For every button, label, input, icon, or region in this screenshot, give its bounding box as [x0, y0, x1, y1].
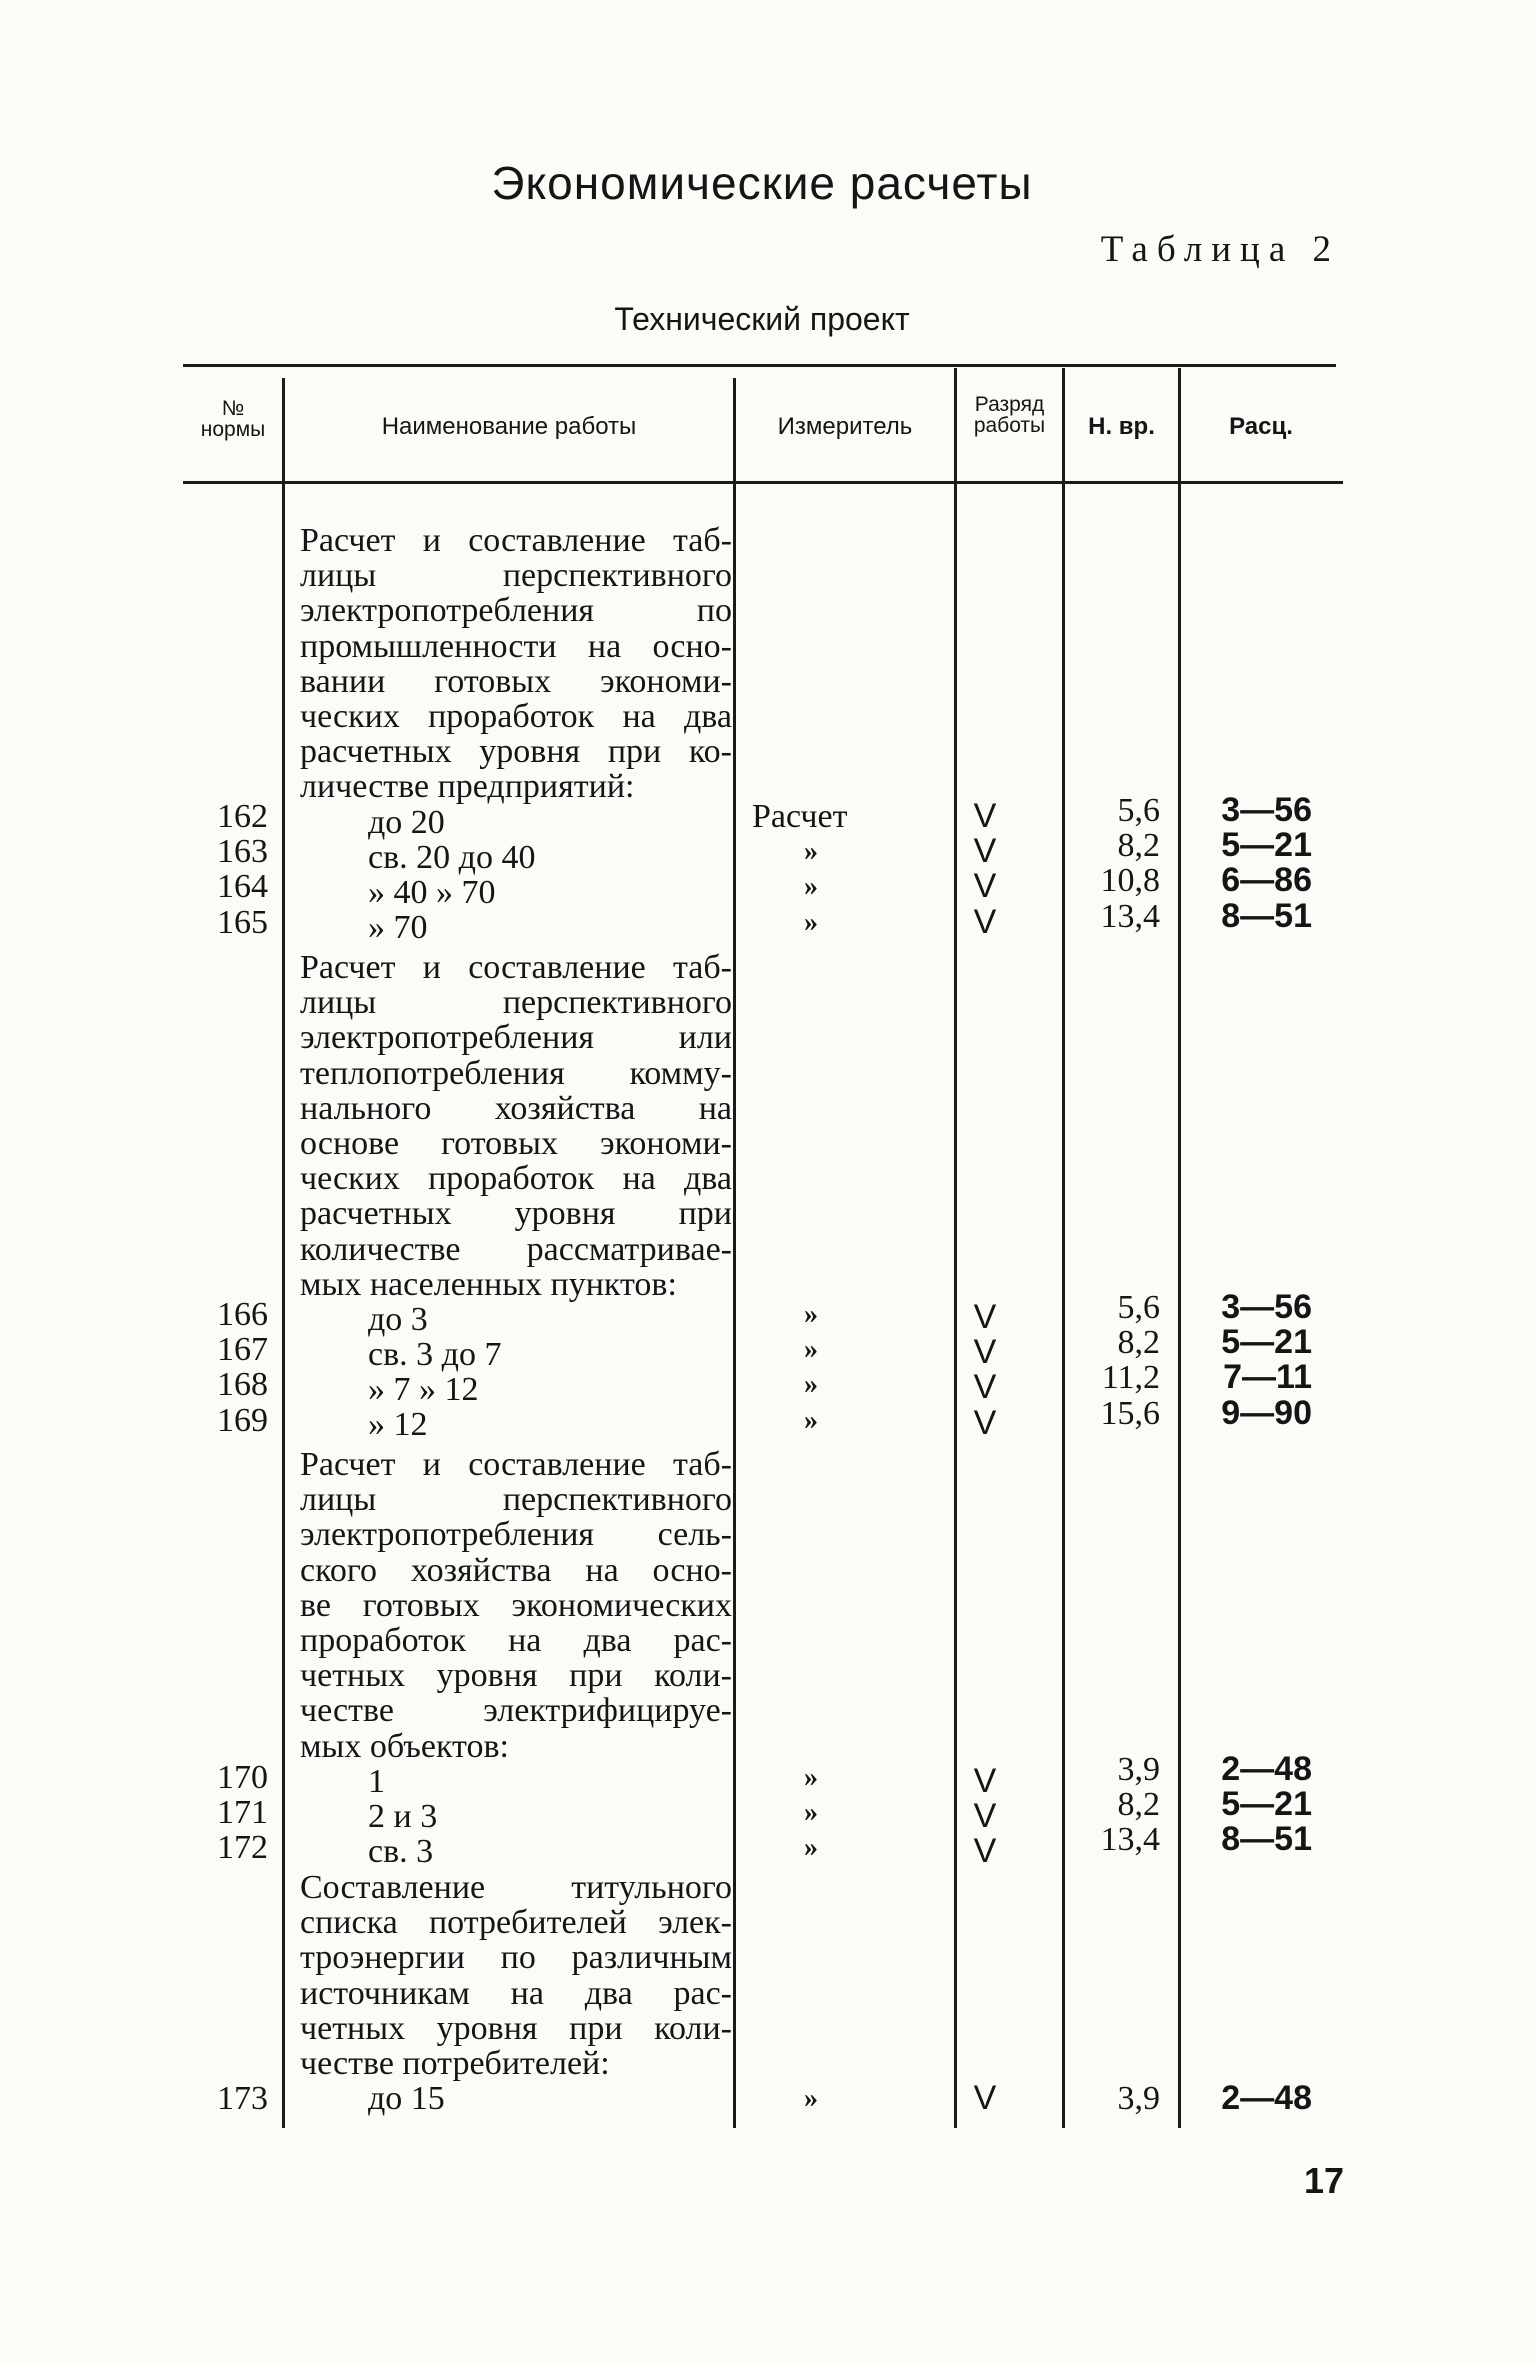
price-cell: 9—90 [1221, 1393, 1312, 1432]
norm-number: 169 [217, 1401, 268, 1439]
row-label: 1 [368, 1762, 385, 1800]
page-number: 17 [1304, 2160, 1345, 2201]
measure-cell: » [804, 1404, 818, 1436]
norm-number: 172 [217, 1829, 268, 1867]
price-cell: 6—86 [1221, 861, 1312, 900]
hours-cell: 11,2 [1101, 1359, 1160, 1397]
measure-cell: » [804, 836, 818, 868]
header-price: Расц. [1229, 413, 1293, 440]
section-3-measure [752, 1760, 892, 1866]
norm-number: 167 [217, 1331, 268, 1369]
measure-cell: » [804, 1369, 818, 1401]
section-2-numbers [206, 1297, 268, 1438]
section-2-measure [752, 1297, 892, 1438]
norm-number: 170 [217, 1759, 268, 1796]
section-2-description: Расчет и составление таб- лицы перспективного электропотребления или теплопотребления комму- нального хозяйства на основе готовых экономи- ческих проработок на два расчетных уровня при количестве рассматривае- мых населенных пунктов: до 3 св. 3 до 7 » 7 » 12 » 12 [300, 949, 732, 1444]
norm-number: 163 [217, 833, 268, 871]
measure-cell: » [804, 1762, 818, 1793]
norm-number: 173 [217, 2080, 268, 2117]
norm-number: 168 [217, 1366, 268, 1404]
norm-number: 164 [217, 868, 268, 906]
norm-number: 162 [217, 798, 268, 835]
section-3-price [1200, 1752, 1312, 1858]
hours-cell: 15,6 [1100, 1394, 1160, 1432]
measure-cell: » [804, 906, 818, 938]
row-label: » 70 [368, 909, 428, 947]
price-cell: 5—21 [1221, 1785, 1312, 1824]
section-1-numbers [206, 799, 268, 940]
section-3-description: Расчет и составление таб- лицы перспективного электропотребления сель- ского хозяйства на осно- ве готовых экономических проработок на два рас- четных уровня при коли- честве электрифицируе- мых объектов: 1 2 и 3 св. 3 [300, 1446, 732, 1871]
grade-cell: V [973, 2079, 997, 2117]
row-label: св. 20 до 40 [368, 838, 536, 876]
row-label: до 15 [368, 2080, 445, 2118]
section-1-price [1200, 793, 1312, 934]
col-divider-3 [954, 368, 957, 2128]
measure-cell: » [804, 1334, 818, 1366]
hours-cell: 3,9 [1117, 2080, 1160, 2117]
measure-cell: » [804, 1797, 818, 1829]
hours-cell: 5,6 [1117, 1289, 1160, 1326]
section-2-price [1200, 1290, 1312, 1431]
header-top-rule [183, 364, 1336, 367]
measure-cell: » [804, 1832, 818, 1864]
row-label: св. 3 [368, 1833, 434, 1871]
col-divider-4 [1062, 368, 1065, 2128]
section-1-grade [960, 799, 1010, 940]
price-cell: 3—56 [1221, 791, 1312, 829]
col-divider-1 [282, 378, 285, 2128]
grade-cell: V [973, 1298, 997, 1336]
hours-cell: 8,2 [1117, 1324, 1160, 1362]
grade-cell: V [973, 867, 997, 906]
section-4-description: Составление титульного списка потребителей элек- троэнергии по различным источникам на два рас- четных уровня при коли- честве потребителей: до 15 [300, 1869, 732, 2118]
grade-cell: V [973, 1762, 997, 1800]
hours-cell: 13,4 [1100, 897, 1160, 935]
price-cell: 5—21 [1221, 1323, 1312, 1362]
hours-cell: 5,6 [1117, 792, 1160, 829]
section-1-hours [1070, 793, 1160, 934]
row-label: » 7 » 12 [368, 1371, 479, 1409]
price-cell: 2—48 [1221, 2079, 1312, 2117]
norm-number: 166 [217, 1296, 268, 1333]
section-4-grade [960, 2081, 1010, 2116]
table-subtitle: Технический проект [614, 301, 910, 337]
header-measure: Измеритель [777, 413, 913, 440]
hours-cell: 13,4 [1100, 1821, 1160, 1859]
grade-cell: V [973, 1333, 997, 1372]
row-label: » 12 [368, 1406, 428, 1444]
col-divider-2 [733, 378, 736, 2128]
row-label: до 20 [368, 803, 445, 841]
price-cell: 3—56 [1221, 1288, 1312, 1326]
header-number: № нормы [200, 397, 266, 441]
section-3-grade [960, 1764, 1010, 1870]
section-4-hours [1070, 2081, 1160, 2116]
hours-cell: 3,9 [1117, 1751, 1160, 1788]
row-label: св. 3 до 7 [368, 1336, 502, 1374]
price-cell: 8—51 [1221, 896, 1312, 935]
norm-number: 171 [217, 1794, 268, 1832]
row-label: » 40 » 70 [368, 873, 496, 911]
grade-cell: V [973, 1368, 997, 1407]
measure-cell: » [804, 871, 818, 903]
measure-cell: Расчет [752, 798, 848, 835]
hours-cell: 10,8 [1100, 862, 1160, 900]
header-grade: Разряд работы [973, 393, 1046, 437]
hours-cell: 8,2 [1117, 1786, 1160, 1824]
section-3-hours [1070, 1752, 1160, 1858]
grade-cell: V [973, 797, 997, 835]
row-label: 2 и 3 [368, 1797, 438, 1835]
section-1-description: Расчет и составление таб- лицы перспективного электропотребления по промышленности на осно- вании готовых экономи- ческих проработок на два расчетных уровня при ко- личестве предприятий: до 20 св. 20 до 40 » 40 » 70 » 70 [300, 522, 732, 947]
section-4-measure [752, 2081, 892, 2116]
row-label: до 3 [368, 1300, 428, 1338]
grade-cell: V [973, 1797, 997, 1836]
section-1-measure [752, 799, 892, 940]
price-cell: 7—11 [1223, 1358, 1312, 1397]
norm-number: 165 [217, 903, 268, 941]
section-2-grade [960, 1300, 1010, 1441]
measure-cell: » [804, 1299, 818, 1330]
price-cell: 5—21 [1221, 826, 1312, 865]
header-bottom-rule [183, 481, 1343, 484]
header-hours: Н. вр. [1088, 413, 1155, 440]
grade-cell: V [973, 902, 997, 941]
hours-cell: 8,2 [1117, 827, 1160, 865]
section-4-numbers [206, 2081, 268, 2116]
measure-cell: » [804, 2083, 818, 2114]
price-cell: 2—48 [1221, 1750, 1312, 1788]
col-divider-5 [1178, 368, 1181, 2128]
price-cell: 8—51 [1221, 1820, 1312, 1859]
grade-cell: V [973, 832, 997, 871]
table-label: Таблица 2 [1100, 229, 1340, 270]
grade-cell: V [973, 1832, 997, 1871]
section-4-price [1200, 2081, 1312, 2116]
grade-cell: V [973, 1403, 997, 1442]
section-3-numbers [206, 1760, 268, 1866]
header-name: Наименование работы [381, 413, 637, 440]
page-title: Экономические расчеты [491, 157, 1033, 209]
section-2-hours [1070, 1290, 1160, 1431]
